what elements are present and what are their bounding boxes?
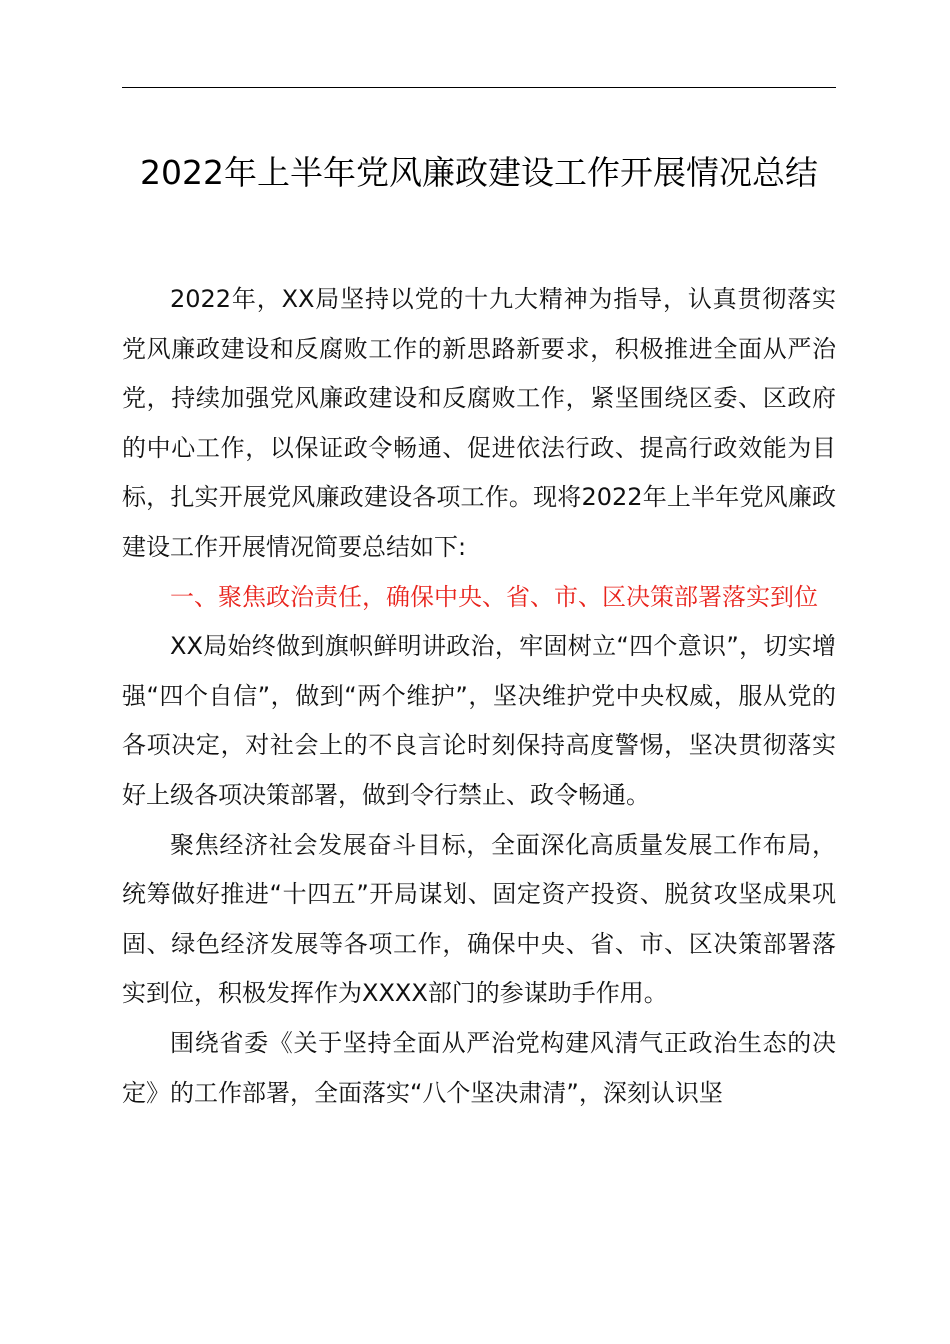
header-rule [122, 87, 836, 88]
body-paragraph-1: XX局始终做到旗帜鲜明讲政治，牢固树立“四个意识”，切实增强“四个自信”，做到“两个维护”，坚决维护党中央权威，服从党的各项决定，对社会上的不良言论时刻保持高度警惕，坚决贯彻落实好上级各项决策部署，做到令行禁止、政令畅通。 [122, 632, 836, 809]
section-heading-1: 一、聚焦政治责任，确保中央、省、市、区决策部署落实到位 [170, 582, 818, 611]
body-paragraph-2: 聚焦经济社会发展奋斗目标，全面深化高质量发展工作布局，统筹做好推进“十四五”开局谋划、固定资产投资、脱贫攻坚成果巩固、绿色经济发展等各项工作，确保中央、省、市、区决策部署落实到位，积极发挥作为XXXX部门的参谋助手作用。 [122, 830, 836, 1008]
intro-paragraph: 2022年，XX局坚持以党的十九大精神为指导，认真贯彻落实党风廉政建设和反腐败工作的新思路新要求，积极推进全面从严治党，持续加强党风廉政建设和反腐败工作，紧坚围绕区委、区政府的中心工作，以保证政令畅通、促进依法行政、提高行政效能为目标，扎实开展党风廉政建设各项工作。现将2022年上半年党风廉政建设工作开展情况简要总结如下: [122, 285, 836, 561]
body-paragraph-3: 围绕省委《关于坚持全面从严治党构建风清气正政治生态的决定》的工作部署，全面落实“八个坚决肃清”，深刻认识坚 [122, 1028, 836, 1107]
document-title: 2022年上半年党风廉政建设工作开展情况总结 [140, 153, 818, 192]
document-body [122, 275, 836, 1118]
